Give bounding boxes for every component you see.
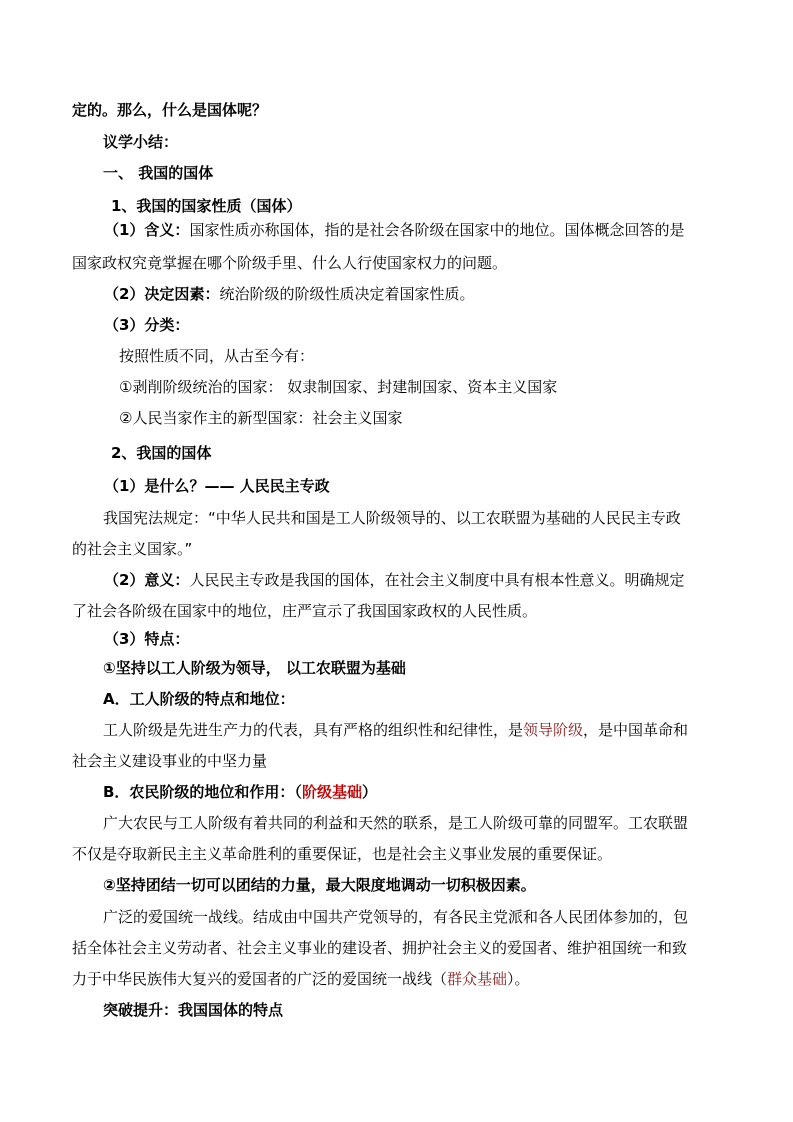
heading-feature-2: ②坚持团结一切可以团结的力量，最大限度地调动一切积极因素。	[103, 876, 536, 894]
label-classification: （3）分类：	[104, 316, 190, 334]
text-united-front-c: ）。	[507, 970, 530, 988]
text-class-basis: 阶级基础	[301, 783, 362, 801]
text-classification: 按照性质不同，从古至今有：	[119, 347, 315, 365]
para-peasant-cont: 不仅是夺取新民主主义革命胜利的重要保证，也是社会主义事业发展的重要保证。	[72, 845, 613, 863]
text-meaning: 国家性质亦称国体，指的是社会各阶级在国家中的地位。国体概念回答的是	[189, 221, 685, 239]
para-constitution: 我国宪法规定：“中华人民共和国是工人阶级领导的、以工农联盟为基础的人民民主专政	[103, 509, 681, 527]
text-working-class-a: 工人阶级是先进生产力的代表，具有严格的组织性和纪律性，是	[103, 721, 524, 739]
heading-what-is: （1）是什么？—— 人民民主专政	[104, 477, 330, 495]
label-meaning: （1）含义：	[104, 221, 190, 239]
list-item-new-type: ②人民当家作主的新型国家：社会主义国家	[119, 409, 403, 427]
text-united-front-a: 力于中华民族伟大复兴的爱国者的广泛的爱国统一战线（	[72, 970, 448, 988]
para-united-front-end	[72, 968, 530, 990]
heading-section-1: 一、 我国的国体	[103, 164, 214, 182]
para-peasant: 广大农民与工人阶级有着共同的利益和天然的联系，是工人阶级可靠的同盟军。工农联盟	[103, 814, 689, 832]
text-peasant-head: B．农民阶级的地位和作用：（	[103, 783, 302, 801]
para-significance	[104, 569, 684, 591]
para-meaning	[104, 219, 684, 241]
line-intro-question: 定的。那么，什么是国体呢？	[72, 101, 268, 119]
para-significance-cont: 了社会各阶级在国家中的地位，庄严宣示了我国国家政权的人民性质。	[72, 602, 538, 620]
para-united-front-cont: 括全体社会主义劳动者、社会主义事业的建设者、拥护社会主义的爱国者、维护祖国统一和致	[72, 939, 688, 957]
label-determinant: （2）决定因素：	[104, 285, 220, 303]
label-significance: （2）意义：	[104, 571, 190, 589]
text-peasant-tail: ）	[361, 783, 377, 801]
text-significance: 人民民主专政是我国的国体，在社会主义制度中具有根本性意义。明确规定	[189, 571, 685, 589]
text-mass-basis: 群众基础	[447, 970, 508, 988]
heading-our-state: 2、我国的国体	[111, 444, 212, 462]
list-item-exploiting: ①剥削阶级统治的国家： 奴隶制国家、封建制国家、资本主义国家	[119, 378, 558, 396]
para-working-class	[103, 719, 688, 741]
para-working-class-cont: 社会主义建设事业的中坚力量	[72, 752, 268, 770]
heading-feature-1: ①坚持以工人阶级为领导， 以工农联盟为基础	[103, 659, 406, 677]
text-leading-class: 领导阶级	[523, 721, 584, 739]
heading-peasant-class	[103, 781, 377, 803]
label-features: （3）特点：	[104, 630, 190, 648]
heading-summary: 议学小结：	[103, 133, 179, 151]
para-constitution-cont: 的社会主义国家。”	[72, 540, 193, 558]
text-working-class-c: ，是中国革命和	[583, 721, 689, 739]
heading-national-nature: 1、我国的国家性质（国体）	[111, 197, 302, 215]
para-united-front: 广泛的爱国统一战线。结成由中国共产党领导的，有各民主党派和各人民团体参加的，包	[103, 908, 689, 926]
para-determinant	[104, 283, 474, 305]
text-determinant: 统治阶级的阶级性质决定着国家性质。	[219, 285, 475, 303]
para-meaning-cont: 国家政权究竟掌握在哪个阶级手里、什么人行使国家权力的问题。	[72, 254, 508, 272]
heading-breakthrough: 突破提升：我国国体的特点	[103, 1001, 284, 1019]
heading-working-class: A．工人阶级的特点和地位：	[103, 690, 295, 708]
